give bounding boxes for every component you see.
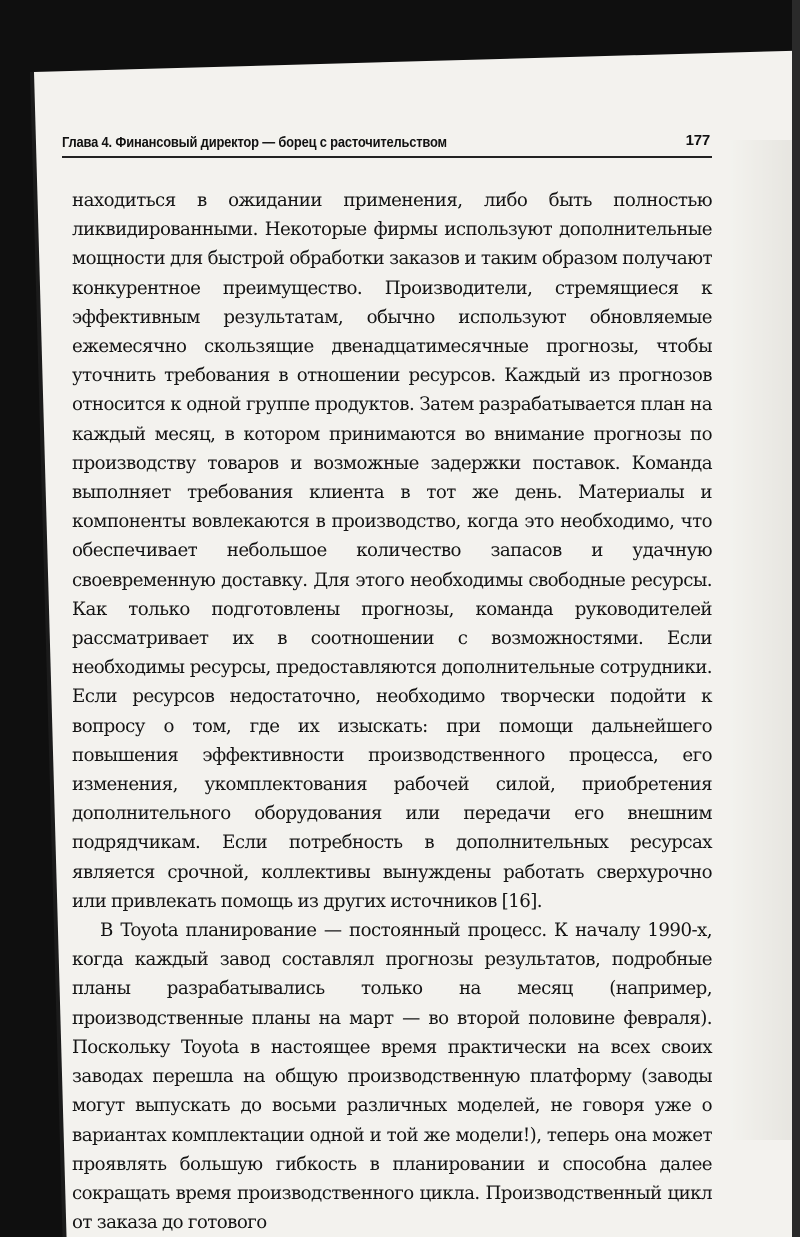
paragraph-1: находиться в ожидании применения, либо быть полностью ликвидированными. Некоторые фирмы используют дополнительные мощности для быстрой обработки заказов и таким образом получают конкурентное преимущество. Производители, стремящиеся к эффективным результатам, обычно используют обновляемые ежемесячно скользящие двенадцатимесячные прогнозы, чтобы уточнить требования в отношении ресурсов. Каждый из прогнозов относится к одной группе продуктов. Затем разрабатывается план на каждый месяц, в котором принимаются во внимание прогнозы по производству товаров и возможные задержки поставок. Команда выполняет требования клиента в тот же день. Материалы и компоненты вовлекаются в производство, когда это необходимо, что обеспечивает небольшое количество запасов и удачную своевременную доставку. Для этого необходимы свободные ресурсы. Как только подготовлены прогнозы, команда руководителей рассматривает их в соотношении с возможностями. Если необходимы ресурсы, предоставляются дополнительные сотрудники. Если ресурсов недостаточно, необходимо творчески подойти к вопросу о том, где их изыскать: при помощи дальнейшего повышения эффективности производственного процесса, его изменения, укомплектования рабочей силой, приобретения дополнительного оборудования или передачи его внешним подрядчикам. Если потребность в дополнительных ресурсах является срочной, коллективы вынуждены работать сверхурочно или привлекать помощь из других источников [16].: [72, 190, 712, 912]
body-text: [72, 186, 712, 1237]
chapter-title: Глава 4. Финансовый директор — борец с расточительством: [62, 134, 447, 151]
running-header: [62, 132, 712, 154]
header-rule: [62, 156, 712, 158]
scan-right-edge: [792, 0, 800, 1237]
paragraph-2: В Toyota планирование — постоянный процесс. К началу 1990-х, когда каждый завод составлял прогнозы результатов, подробные планы разрабатывались только на месяц (например, производственные планы на март — во второй половине февраля). Поскольку Toyota в настоящее время практически на всех своих заводах перешла на общую производственную платформу (заводы могут выпускать до восьми различных моделей, не говоря уже о вариантах комплектации одной и той же модели!), теперь она может проявлять большую гибкость в планировании и способна далее сокращать время производственного цикла. Производственный цикл от заказа до готового: [72, 920, 712, 1234]
page-number: 177: [685, 132, 710, 149]
page-bleed-through: [730, 140, 800, 1140]
